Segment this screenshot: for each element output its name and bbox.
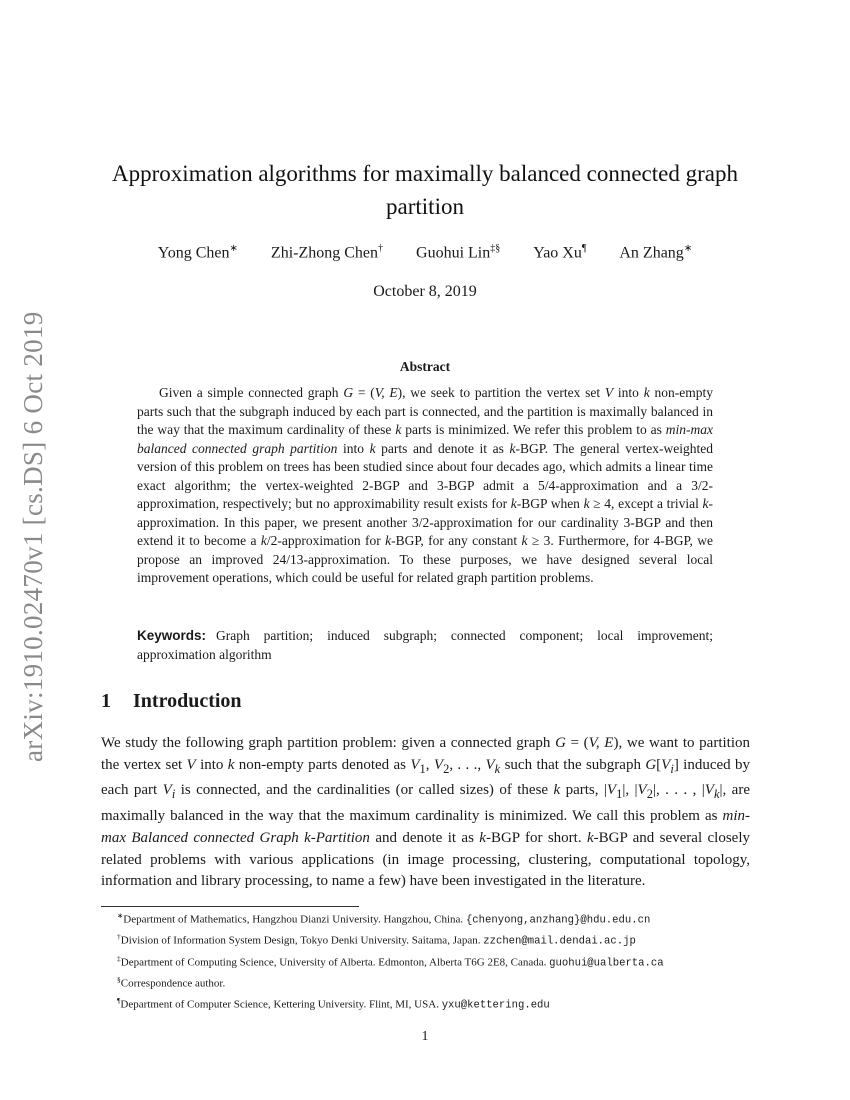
abstract-heading: Abstract [399, 359, 451, 374]
keywords: Keywords: Graph partition; induced subgraph; connected component; local improvement; approximation algorithm [137, 628, 713, 662]
author: Guohui Lin‡§ [416, 243, 501, 262]
author: Zhi-Zhong Chen† [270, 243, 384, 262]
abstract-body: Given a simple connected graph G = (V, E), we seek to partition the vertex set V into k non-empty parts such that the subgraph induced by each part is connected, and the partition is maximally balanced in the way that the maximum cardinality of these k parts is minimized. We refer this problem to as min-max balanced connected graph partition into k parts and denote it as k-BGP. The general vertex-weighted version of this problem on trees has been studied since about four decades ago, which admits a linear time exact algorithm; the vertex-weighted 2-BGP and 3-BGP admit a 5/4-approximation and a 3/2-approximation, respectively; but no approximability result exists for k-BGP when k ≥ 4, except a trivial k-approximation. In this paper, we present another 3/2-approximation for our cardinality 3-BGP and then extend it to become a k/2-approximation for k-BGP, for any constant k ≥ 3. Furthermore, for 4-BGP, we propose an improved 24/13-approximation. To these purposes, we have designed several local improvement operations, which could be useful for related graph partition problems. [137, 385, 714, 585]
paper-title: Approximation algorithms for maximally balanced connected graph partition [112, 161, 738, 219]
author: Yao Xu¶ [533, 243, 587, 262]
footnote-divider [101, 906, 359, 907]
footnote: ‡Department of Computing Science, University of Alberta. Edmonton, Alberta T6G 2E8, Canada. guohui@ualberta.ca [117, 953, 664, 970]
arxiv-identifier: arXiv:1910.02470v1 [cs.DS] 6 Oct 2019 [18, 311, 48, 762]
footnote: ¶Department of Computer Science, Kettering University. Flint, MI, USA. yxu@kettering.edu [117, 995, 550, 1012]
footnotes [101, 908, 750, 1014]
footnote: §Correspondence author. [117, 975, 226, 991]
author: Yong Chen∗ [157, 243, 238, 262]
footnote: ∗Department of Mathematics, Hangzhou Dianzi University. Hangzhou, China. {chenyong,anzhang}@hdu.edu.cn [117, 911, 651, 927]
paper-date: October 8, 2019 [373, 283, 477, 300]
keywords-label: Keywords: [137, 628, 207, 643]
introduction-body: We study the following graph partition problem: given a connected graph G = (V, E), we want to partition the vertex set V into k non-empty parts denoted as $V_1$, $V_2$, . . ., $V_k$ such that the subgraph $G[V_i]$ induced by each part $V_i$ is connected, and the cardinalities (or called sizes) of these k parts, $|V_1|$, $|V_2|$, . . . , $|V_k|$, are maximally balanced in the way that the maximum cardinality is minimized. We call this problem as min-max Balanced connected Graph k-Partition and denote it as k-BGP for short. k-BGP and several closely related problems with various applications (in image processing, clustering, computational topology, information and library processing, to name a few) have been investigated in the literature. [101, 735, 751, 890]
page-number: 1 [421, 1029, 429, 1044]
footnote: †Division of Information System Design, Tokyo Denki University. Saitama, Japan. zzchen@mail.dendai.ac.jp [117, 932, 636, 949]
author-list [100, 243, 750, 262]
author: An Zhang∗ [619, 243, 693, 262]
section-heading: 1 Introduction [101, 690, 242, 712]
